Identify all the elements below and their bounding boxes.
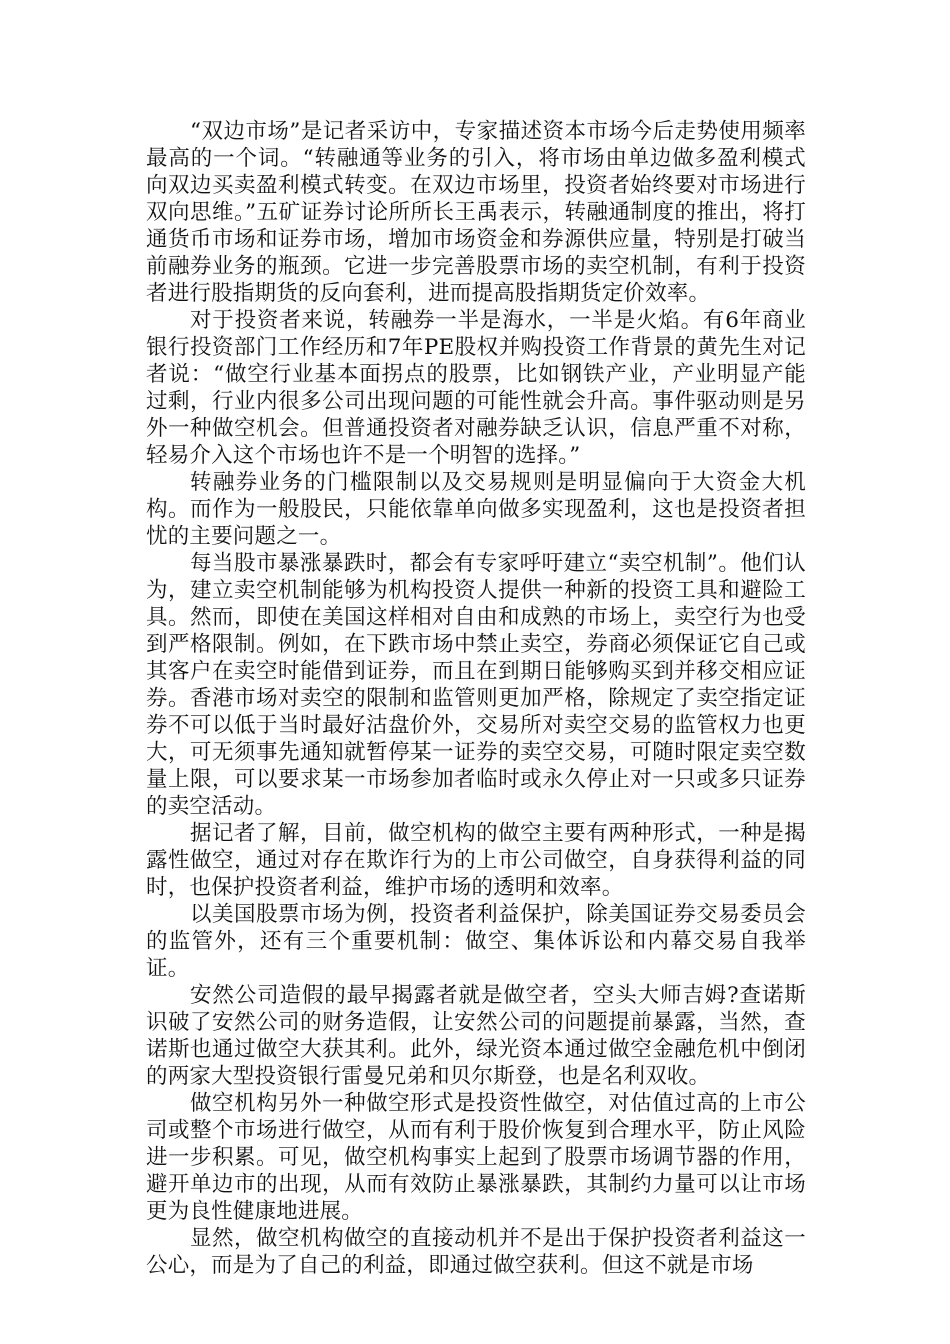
paragraph: 做空机构另外一种做空形式是投资性做空，对估值过高的上市公司或整个市场进行做空，从而有利于股价恢复到合理水平，防止风险进一步积累。可见，做空机构事实上起到了股票市场调节器的作用，避开单边市的出现，从而有效防止暴涨暴跌，其制约力量可以让市场更为良性健康地进展。	[146, 1091, 806, 1224]
paragraph: 据记者了解，目前，做空机构的做空主要有两种形式，一种是揭露性做空，通过对存在欺诈行为的上市公司做空，自身获得利益的同时，也保护投资者利益，维护市场的透明和效率。	[146, 821, 806, 900]
paragraph: 对于投资者来说，转融券一半是海水，一半是火焰。有6年商业银行投资部门工作经历和7年PE股权并购投资工作背景的黄先生对记者说：“做空行业基本面拐点的股票，比如钢铁产业，产业明显产能过剩，行业内很多公司出现问题的可能性就会升高。事件驱动则是另外一种做空机会。但普通投资者对融券缺乏认识，信息严重不对称，轻易介入这个市场也许不是一个明智的选择。”	[146, 308, 806, 468]
document-body	[146, 118, 806, 1279]
paragraph: 每当股市暴涨暴跌时，都会有专家呼吁建立“卖空机制”。他们认为，建立卖空机制能够为机构投资人提供一种新的投资工具和避险工具。然而，即使在美国这样相对自由和成熟的市场上，卖空行为也受到严格限制。例如，在下跌市场中禁止卖空，券商必须保证它自己或其客户在卖空时能借到证券，而且在到期日能够购买到并移交相应证券。香港市场对卖空的限制和监管则更加严格，除规定了卖空指定证券不可以低于当时最好沽盘价外，交易所对卖空交易的监管权力也更大，可无须事先通知就暂停某一证券的卖空交易，可随时限定卖空数量上限，可以要求某一市场参加者临时或永久停止对一只或多只证券的卖空活动。	[146, 551, 806, 819]
paragraph: “双边市场”是记者采访中，专家描述资本市场今后走势使用频率最高的一个词。“转融通等业务的引入，将市场由单边做多盈利模式向双边买卖盈利模式转变。在双边市场里，投资者始终要对市场进行双向思维。”五矿证券讨论所所长王禹表示，转融通制度的推出，将打通货币市场和证券市场，增加市场资金和券源供应量，特别是打破当前融券业务的瓶颈。它进一步完善股票市场的卖空机制，有利于投资者进行股指期货的反向套利，进而提高股指期货定价效率。	[146, 119, 806, 306]
paragraph: 显然，做空机构做空的直接动机并不是出于保护投资者利益这一公心，而是为了自己的利益，即通过做空获利。但这不就是市场	[146, 1226, 806, 1278]
paragraph: 转融券业务的门槛限制以及交易规则是明显偏向于大资金大机构。而作为一般股民，只能依靠单向做多实现盈利，这也是投资者担忧的主要问题之一。	[146, 470, 806, 549]
paragraph: 安然公司造假的最早揭露者就是做空者，空头大师吉姆?查诺斯识破了安然公司的财务造假，让安然公司的问题提前暴露，当然，查诺斯也通过做空大获其利。此外，绿光资本通过做空金融危机中倒闭的两家大型投资银行雷曼兄弟和贝尔斯登，也是名利双收。	[146, 983, 806, 1089]
paragraph: 以美国股票市场为例，投资者利益保护，除美国证券交易委员会的监管外，还有三个重要机制：做空、集体诉讼和内幕交易自我举证。	[146, 902, 806, 981]
